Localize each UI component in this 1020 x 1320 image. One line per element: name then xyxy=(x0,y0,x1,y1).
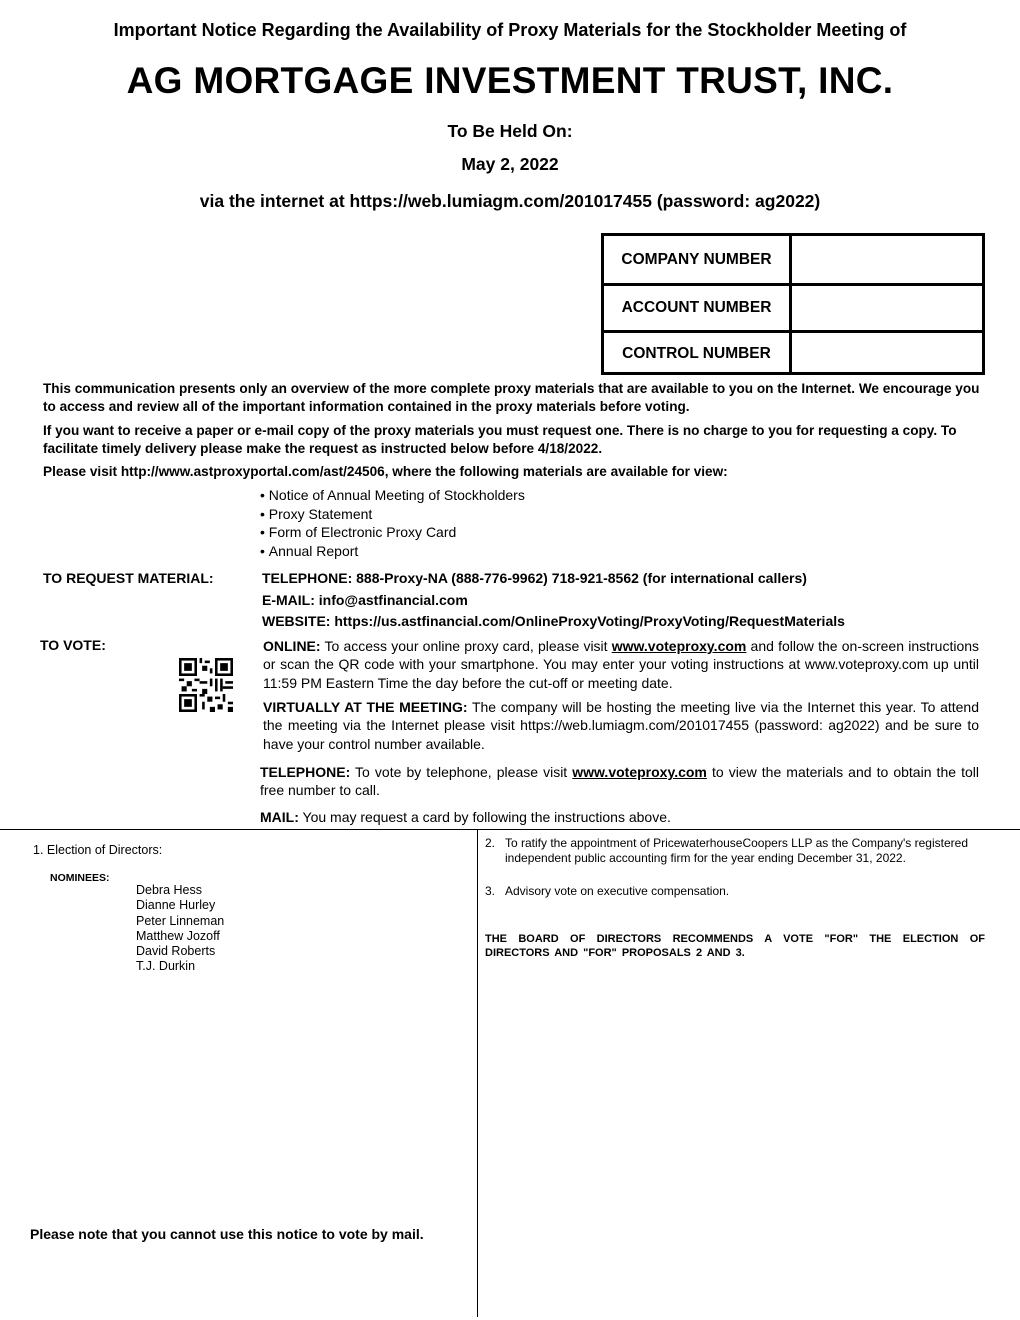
company-name: AG MORTGAGE INVESTMENT TRUST, INC. xyxy=(126,60,894,101)
vote-virtual-section xyxy=(263,698,979,753)
vote-telephone-text: To vote by telephone, please visit xyxy=(350,764,573,780)
proposal-1-title: 1. Election of Directors: xyxy=(33,843,163,857)
account-number-label: ACCOUNT NUMBER xyxy=(604,286,792,330)
vote-virtual-title: VIRTUALLY AT THE MEETING: xyxy=(263,699,468,715)
overview-paragraph: This communication presents only an overview of the more complete proxy materials that are available to you on the Internet. We encourage you to access and review all of the important information contained in the proxy materials before voting. xyxy=(43,381,980,414)
nominee: David Roberts xyxy=(136,944,216,959)
vote-mail-section xyxy=(260,808,979,826)
vote-telephone-section xyxy=(260,763,979,800)
vote-online-text-cont: and follow the on-screen instructions or scan the QR code with your smartphone. You may enter your voting instructions at www.voteproxy.com up until 11:59 PM Eastern Time the day before the cut-off or meeting date. xyxy=(263,638,980,691)
account-number-row xyxy=(604,286,982,330)
material-item: • Proxy Statement xyxy=(260,505,525,524)
paper-copy-paragraph: If you want to receive a paper or e-mail copy of the proxy materials you must request one. There is no charge to you for requesting a copy. To facilitate timely delivery please make the request as instructed below before 4/18/2022. xyxy=(43,423,957,456)
vote-online-text: To access your online proxy card, please visit xyxy=(320,638,612,654)
nominee: Debra Hess xyxy=(136,883,202,897)
control-number-value xyxy=(792,333,982,375)
proposal-2-number: 2. xyxy=(485,836,496,850)
request-email: E-MAIL: info@astfinancial.com xyxy=(262,592,468,608)
held-on-label: To Be Held On: xyxy=(447,121,573,141)
proposal-3-text: Advisory vote on executive compensation. xyxy=(505,884,730,898)
vote-mail-title: MAIL: xyxy=(260,809,299,825)
meeting-location: via the internet at https://web.lumiagm.com/201017455 (password: ag2022) xyxy=(199,191,821,211)
vertical-divider xyxy=(477,829,478,1317)
notice-heading: Important Notice Regarding the Availability of Proxy Materials for the Stockholder Meeting of xyxy=(113,20,907,40)
voteproxy-link[interactable]: www.voteproxy.com xyxy=(611,638,747,654)
request-material-label: TO REQUEST MATERIAL: xyxy=(43,570,214,586)
nominees-list xyxy=(136,883,224,975)
voteproxy-link[interactable]: www.voteproxy.com xyxy=(572,764,707,780)
vote-virtual-text: The company will be hosting the meeting live via the Internet this year. To attend the meeting via the Internet please visit https://web.lumiagm.com/201017455 (password: ag2022) and be sure to have your control number available. xyxy=(263,699,979,752)
vote-telephone-text-cont: to view the materials and to obtain the toll free number to call. xyxy=(260,764,979,799)
company-number-label: COMPANY NUMBER xyxy=(604,236,792,283)
qr-code-icon[interactable] xyxy=(179,658,233,712)
material-item: • Annual Report xyxy=(260,542,525,561)
vote-online-title: ONLINE: xyxy=(263,638,321,654)
materials-list xyxy=(260,486,525,560)
account-number-value xyxy=(792,286,982,330)
nominee: T.J. Durkin xyxy=(136,959,196,974)
meeting-date: May 2, 2022 xyxy=(461,154,559,174)
proposal-3-number: 3. xyxy=(485,884,496,898)
vote-online-section xyxy=(263,637,979,692)
material-item: • Notice of Annual Meeting of Stockholders xyxy=(260,486,525,505)
nominee: Matthew Jozoff xyxy=(136,928,220,943)
to-vote-label: TO VOTE: xyxy=(40,637,106,653)
nominee: Peter Linneman xyxy=(136,913,225,928)
control-number-label: CONTROL NUMBER xyxy=(604,333,792,375)
portal-paragraph: Please visit http://www.astproxyportal.com/ast/24506, where the following materials are available for view: xyxy=(43,464,728,479)
request-telephone: TELEPHONE: 888-Proxy-NA (888-776-9962) 718-921-8562 (for international callers) xyxy=(262,570,807,586)
board-recommendation: THE BOARD OF DIRECTORS RECOMMENDS A VOTE "FOR" THE ELECTION OF DIRECTORS AND "FOR" PROPOSALS 2 AND 3. xyxy=(485,933,985,959)
mail-note: Please note that you cannot use this notice to vote by mail. xyxy=(30,1226,424,1242)
control-number-row xyxy=(604,333,982,375)
company-number-value xyxy=(792,236,982,283)
company-number-row xyxy=(604,236,982,283)
nominee: Dianne Hurley xyxy=(136,898,216,913)
nominees-label: NOMINEES: xyxy=(50,872,110,884)
request-website: WEBSITE: https://us.astfinancial.com/OnlineProxyVoting/ProxyVoting/RequestMaterials xyxy=(262,613,845,629)
material-item: • Form of Electronic Proxy Card xyxy=(260,523,525,542)
proposal-2-text: To ratify the appointment of PricewaterhouseCoopers LLP as the Company's registered independent public accounting firm for the year ending December 31, 2022. xyxy=(505,836,968,865)
identification-table xyxy=(601,233,985,375)
vote-mail-text: You may request a card by following the instructions above. xyxy=(298,809,671,825)
horizontal-divider xyxy=(0,829,1020,830)
vote-telephone-title: TELEPHONE: xyxy=(260,764,351,780)
